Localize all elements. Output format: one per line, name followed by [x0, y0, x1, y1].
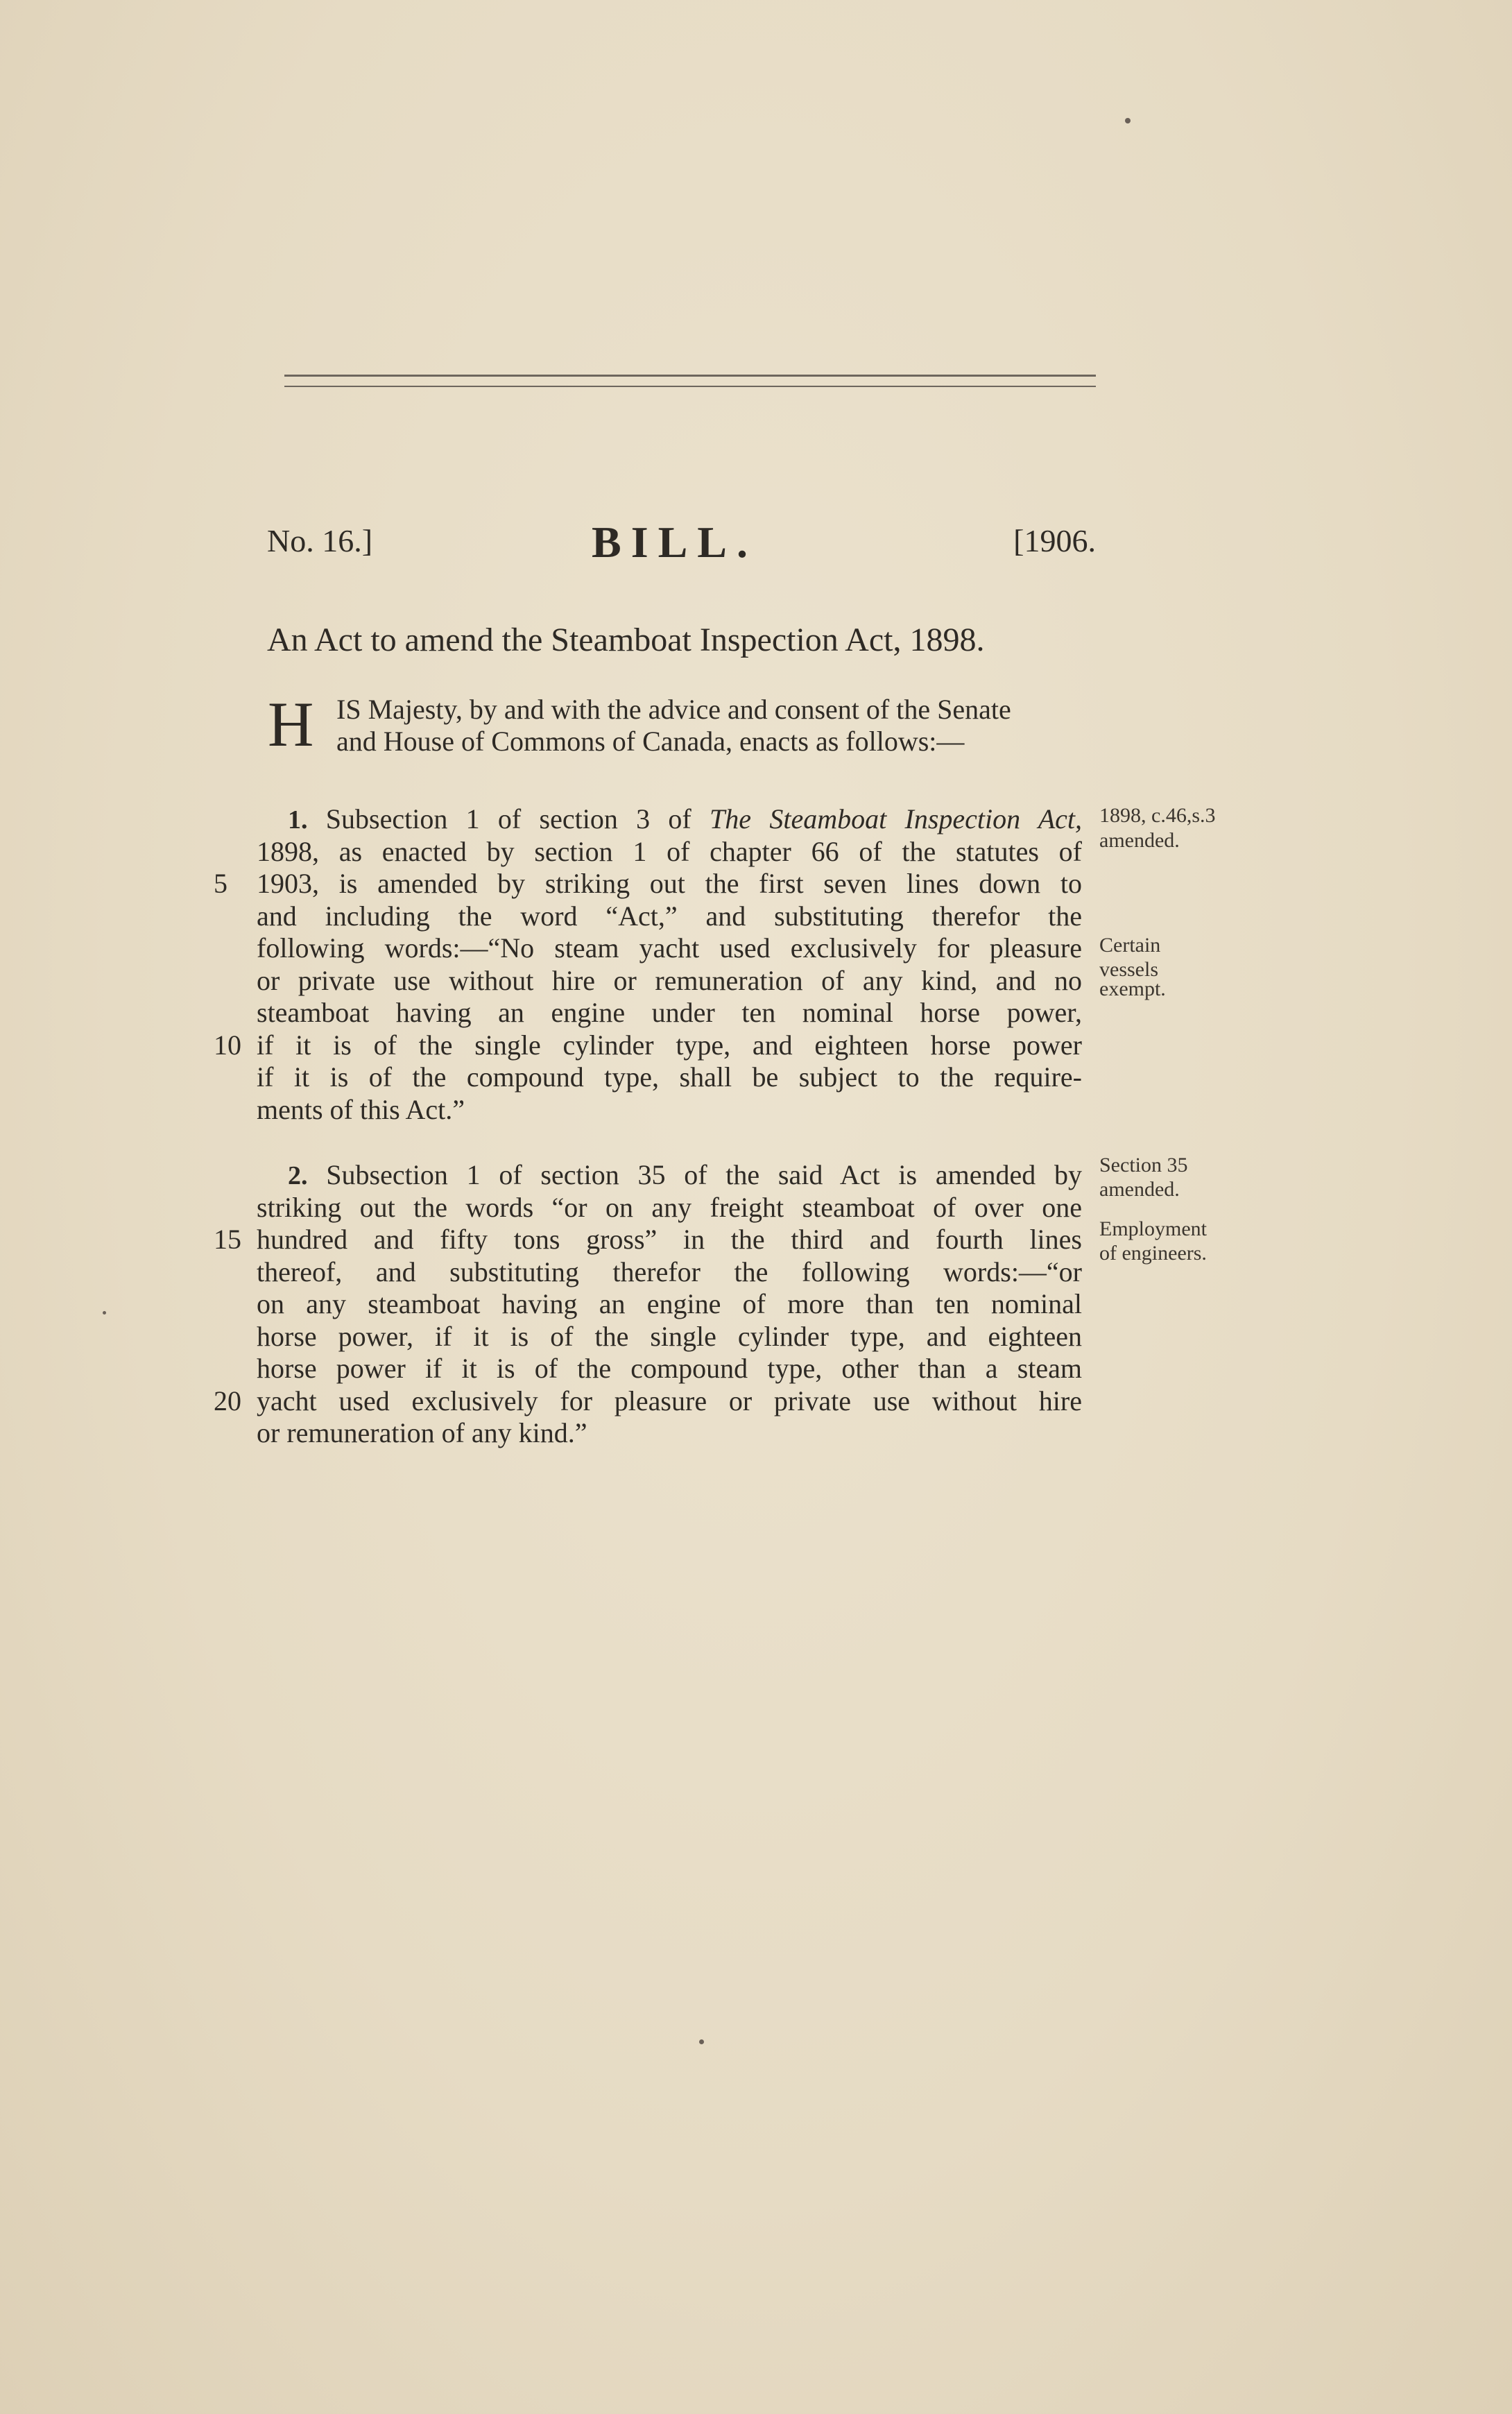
enacting-line-2: and House of Commons of Canada, enacts as follows:—	[336, 726, 965, 757]
section-2-line-8	[214, 1385, 1082, 1418]
margin-note-section-35: Section 35	[1099, 1154, 1188, 1176]
act-title: An Act to amend the Steamboat Inspection Act, 1898.	[267, 622, 985, 658]
top-rule-thin	[284, 386, 1096, 387]
enacting-line-1: IS Majesty, by and with the advice and consent of the Senate	[336, 694, 1011, 725]
margin-note-vessels: vessels	[1099, 958, 1158, 981]
enacting-clause	[257, 689, 1089, 770]
section-2	[214, 1159, 1089, 1450]
section-2-line-9: or remuneration of any kind.”	[257, 1417, 587, 1448]
line-number-5: 5	[214, 868, 227, 899]
act-name-italic: The Steamboat Inspection Act,	[710, 803, 1082, 834]
section-1-line-1	[257, 803, 1082, 836]
margin-note-certain: Certain	[1099, 934, 1161, 957]
line-number-15: 15	[214, 1224, 241, 1255]
section-1-line-4: and including the word “Act,” and substituting therefor the	[257, 900, 1082, 932]
paper-speck	[103, 1311, 106, 1315]
section-1-line-6: or private use without hire or remuneration of any kind, and no	[257, 964, 1082, 996]
section-1-line-2: 1898, as enacted by section 1 of chapter 66 of the statutes of	[257, 835, 1082, 867]
section-1-line-8-text: if it is of the single cylinder type, and eighteen horse power	[257, 1029, 1082, 1061]
section-1-line-3-text: 1903, is amended by striking out the first seven lines down to	[257, 868, 1082, 899]
section-1-line-9: if it is of the compound type, shall be subject to the require-	[257, 1061, 1082, 1093]
section-1-line-5: following words:—“No steam yacht used exclusively for pleasure	[257, 932, 1082, 964]
margin-note-amended-2: amended.	[1099, 1178, 1180, 1201]
section-2-line-4: thereof, and substituting therefor the following words:—“or	[257, 1256, 1082, 1287]
margin-note-amended-1: amended.	[1099, 829, 1180, 852]
section-2-line-1-text: Subsection 1 of section 35 of the said Act is amended by	[326, 1159, 1083, 1190]
section-1-line-3	[214, 868, 1082, 900]
section-2-line-6: horse power, if it is of the single cylinder type, and eighteen	[257, 1320, 1082, 1352]
paper-speck	[1125, 118, 1131, 123]
line-number-10: 10	[214, 1029, 241, 1061]
drop-cap: H	[268, 689, 314, 760]
section-2-line-3-text: hundred and fifty tons gross” in the third and fourth lines	[257, 1224, 1082, 1255]
line-number-20: 20	[214, 1385, 241, 1416]
bill-header	[267, 517, 1096, 572]
section-2-line-2: striking out the words “or on any freight steamboat of over one	[257, 1191, 1082, 1223]
section-1-line-1-text: Subsection 1 of section 3 of	[325, 803, 710, 834]
bill-title: BILL.	[592, 517, 757, 567]
section-1-line-7: steamboat having an engine under ten nominal horse power,	[257, 997, 1082, 1028]
top-rule	[284, 375, 1096, 377]
bill-body	[214, 689, 1089, 1450]
margin-note-engineers: of engineers.	[1099, 1242, 1207, 1265]
margin-note-exempt: exempt.	[1099, 977, 1166, 1000]
bill-number: No. 16.]	[267, 523, 373, 558]
section-2-line-5: on any steamboat having an engine of more than ten nominal	[257, 1288, 1082, 1319]
section-1-line-10: ments of this Act.”	[257, 1093, 465, 1125]
section-2-line-8-text: yacht used exclusively for pleasure or private use without hire	[257, 1385, 1082, 1416]
bill-year: [1906.	[1013, 523, 1096, 558]
section-2-line-1	[257, 1159, 1082, 1192]
section-1-number: 1.	[288, 805, 308, 834]
section-2-line-7: horse power if it is of the compound type, other than a steam	[257, 1353, 1082, 1384]
paper-speck	[699, 2039, 704, 2044]
section-1	[214, 803, 1089, 1126]
section-2-number: 2.	[288, 1161, 308, 1190]
margin-note-1898: 1898, c.46,s.3	[1099, 804, 1216, 827]
margin-note-employment: Employment	[1099, 1217, 1207, 1240]
section-1-line-8	[214, 1029, 1082, 1062]
section-2-line-3	[214, 1224, 1082, 1256]
